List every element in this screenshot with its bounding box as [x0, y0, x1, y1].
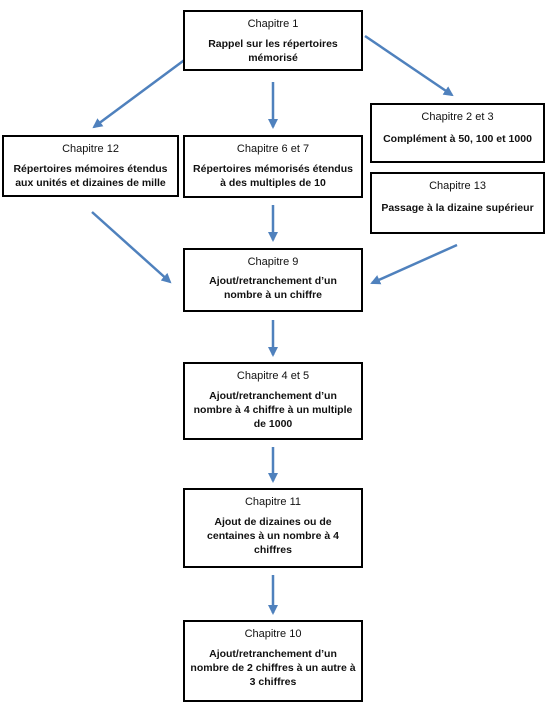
arrow-ch12-to-ch9: [92, 212, 170, 282]
node-title: Chapitre 13: [429, 180, 486, 192]
arrow-ch1-to-ch2-3: [365, 36, 452, 95]
node-title: Chapitre 6 et 7: [236, 143, 310, 155]
node-description: Ajout de dizaines ou de centaines à un nombre à 4 chiffres: [207, 516, 339, 556]
node-description: Répertoires mémorisés étendus à des multiples de 10: [193, 163, 353, 189]
node-description: Rappel sur les répertoires mémorisé: [208, 38, 338, 64]
arrow-ch13-to-ch9: [372, 245, 457, 283]
node-chapitre-4-et-5: [183, 362, 363, 440]
node-description: Passage à la dizaine supérieur: [381, 202, 534, 214]
node-chapitre-6-et-7: [183, 135, 363, 198]
node-chapitre-1: [183, 10, 363, 71]
node-chapitre-2-et-3: [370, 103, 545, 163]
node-chapitre-9: [183, 248, 363, 312]
node-description: Ajout/retranchement d’un nombre de 2 chiffres à un autre à 3 chiffres: [190, 648, 356, 688]
node-description: Complément à 50, 100 et 1000: [383, 133, 532, 145]
node-title: Chapitre 2 et 3: [421, 111, 494, 123]
node-description: Répertoires mémoires étendus aux unités et dizaines de mille: [13, 163, 168, 189]
node-title: Chapitre 12: [62, 143, 119, 155]
node-description: Ajout/retranchement d’un nombre à un chiffre: [209, 275, 337, 301]
node-description: Ajout/retranchement d’un nombre à 4 chiffre à un multiple de 1000: [193, 390, 353, 430]
node-chapitre-13: [370, 172, 545, 234]
node-title: Chapitre 9: [247, 256, 299, 268]
node-chapitre-11: [183, 488, 363, 568]
node-chapitre-12: [2, 135, 179, 197]
node-title: Chapitre 10: [244, 628, 302, 640]
node-title: Chapitre 11: [244, 496, 302, 508]
node-title: Chapitre 4 et 5: [236, 370, 310, 382]
node-chapitre-10: [183, 620, 363, 702]
node-title: Chapitre 1: [247, 18, 299, 30]
